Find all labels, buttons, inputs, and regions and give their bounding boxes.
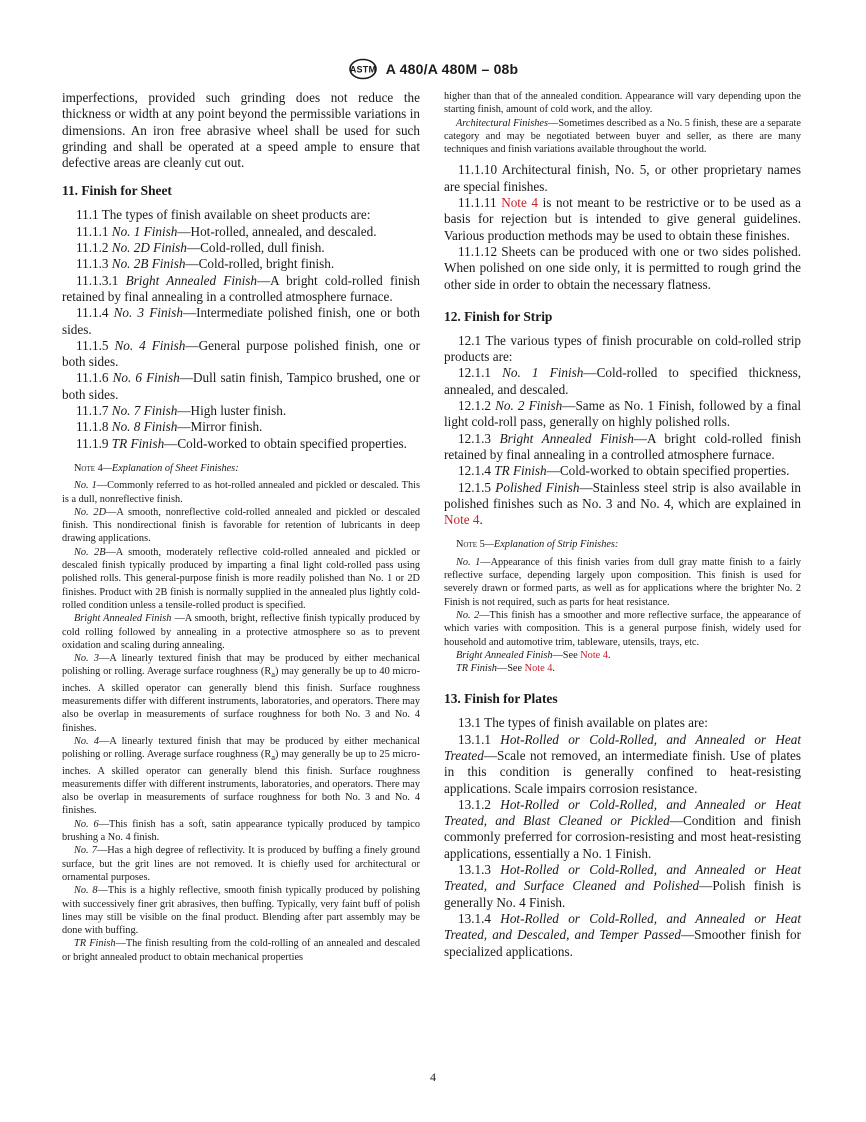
note-5-no2: No. 2—This finish has a smoother and more reflective surface, the appearance of which varies with composition. This is a general purpose finish, widely used for household and automotive trim, tableware, utensils, trays, etc. [444, 609, 801, 648]
standard-designation: A 480/A 480M – 08b [385, 61, 519, 77]
note-5-bright-annealed: Bright Annealed Finish—See Note 4. [456, 649, 611, 661]
note-4-no6: No. 6—This finish has a soft, satin appearance typically produced by tampico brushing a No. 4 finish. [62, 818, 420, 844]
note-4-no7: No. 7—Has a high degree of reflectivity. It is produced by buffing a finely ground surface, but the grit lines are not removed. It is chiefly used for architectural or ornamental purposes. [62, 845, 420, 883]
paragraph-12-1-4: 12.1.4 TR Finish—Cold-worked to obtain specified properties. [458, 463, 790, 479]
page-number: 4 [430, 1070, 436, 1084]
paragraph-12-1-2: 12.1.2 No. 2 Finish—Same as No. 1 Finish, followed by a final light cold-roll pass, generally on highly polished rolls. [444, 398, 801, 430]
left-column [62, 90, 420, 964]
paragraph-11-1-11: 11.1.11 Note 4 is not meant to be restrictive or to be used as a basis for rejection but is intended to give general guidelines. Various production methods may be used to obtain these finishes. [444, 195, 802, 243]
note-4-no2b: No. 2B—A smooth, moderately reflective cold-rolled annealed and pickled or descaled finish typically produced by imparting a final light cold-rolled pass using polished rolls. This general-purpose finish is more readily polished than No. 1 or 2D finishes. Product with 2B finish is normally supplied in the annealed plus lightly cold-rolled condition unless a tensile-rolled product is specified. [62, 546, 420, 611]
paragraph-13-1-2: 13.1.2 Hot-Rolled or Cold-Rolled, and Annealed or Heat Treated, and Blast Cleaned or Pickled—Condition and finish commonly preferred for corrosion-resisting and most heat-resisting applications, essentially a No. 1 Finish. [444, 796, 801, 861]
paragraph-11-1-2: 11.1.2 No. 2D Finish—Cold-rolled, dull finish. [76, 240, 325, 256]
note-4-no3: No. 3—A linearly textured finish that may be produced by either mechanical polishing or rolling. Average surface roughness $(R_a)$ may generally be up to 40 micro-inches. A skilled operator can generally blend this finish. Surface roughness measurements differ with different instruments, laboratories, and operators. There may also be overlap in measurements of surface roughness for both No. 3 and No. 4 finishes. [62, 653, 421, 734]
section-heading-12: 12. Finish for Strip [444, 308, 553, 324]
paragraph-12-1-5: 12.1.5 Polished Finish—Stainless steel strip is also available in polished finishes such as No. 3 and No. 4, which are explained in Note 4. [444, 479, 802, 528]
note-5-no1: No. 1—Appearance of this finish varies from dull gray matte finish to a fairly reflective surface, depending largely upon composition. This finish is used for severely drawn or formed parts, as well as for applications where the brighter No. 2 Finish is not required, such as parts for heat resistance. [444, 556, 801, 608]
note-5-tr: TR Finish—See Note 4. [456, 663, 555, 675]
note-4-continued: higher than that of the annealed condition. Appearance will vary depending upon the starting finish, amount of cold work, and the alloy. [444, 91, 801, 116]
paragraph-11-1-9: 11.1.9 TR Finish—Cold-worked to obtain specified properties. [76, 435, 407, 451]
paragraph-11-1-7: 11.1.7 No. 7 Finish—High luster finish. [76, 403, 287, 419]
paragraph-11-1-10: 11.1.10 Architectural finish, No. 5, or other proprietary names are special finishes. [444, 162, 801, 194]
note-4-no4: No. 4—A linearly textured finish that may be produced by either mechanical polishing or rolling. Average surface roughness $(R_a)$ may generally be up to 25 micro-inches. A skilled operator can generally blend this finish. Surface roughness measurements differ with different instruments, laboratories, and operators. There may also be overlap in measurements of surface roughness for both No. 3 and No. 4 finishes. [62, 735, 421, 817]
section-heading-11: 11. Finish for Sheet [62, 183, 172, 199]
note-4-no2d: No. 2D—A smooth, nonreflective cold-rolled annealed and pickled or descaled finish. This nondirectional finish is favorable for retention of lubricants in deep drawing applications. [62, 506, 421, 545]
paragraph: imperfections, provided such grinding does not reduce the thickness or width at any point beyond the permissible variations in dimensions. An iron free abrasive wheel shall be used for such grinding and shall be operated at a speed ample to ensure that defective areas are cleanly cut out. [62, 90, 420, 171]
paragraph-11-1-5: 11.1.5 No. 4 Finish—General purpose polished finish, one or both sides. [62, 337, 421, 370]
paragraph-11-1-12: 11.1.12 Sheets can be produced with one or two sides polished. When polished on one side only, it is permitted to rough grind the other side in order to obtain the necessary flatness. [444, 243, 801, 292]
section-heading-13: 13. Finish for Plates [444, 691, 558, 707]
paragraph-11-1-6: 11.1.6 No. 6 Finish—Dull satin finish, Tampico brushed, one or both sides. [62, 370, 421, 402]
paragraph-13-1-3: 13.1.3 Hot-Rolled or Cold-Rolled, and Annealed or Heat Treated, and Surface Cleaned and Polished—Polish finish is generally No. 4 Finish. [444, 862, 801, 910]
note-4-tr: TR Finish—The finish resulting from the cold-rolling of an annealed and descaled or bright annealed product to obtain mechanical properties [62, 938, 420, 963]
note-4-link[interactable]: Note 4 [580, 649, 608, 661]
page-header [0, 58, 866, 80]
note-4-no1: No. 1—Commonly referred to as hot-rolled annealed and pickled or descaled. This is a dull, nonreflective finish. [62, 480, 420, 505]
note-5-title: Note 5—Explanation of Strip Finishes: [456, 539, 619, 551]
note-4-link[interactable]: Note 4 [501, 195, 538, 211]
note-4-no8: No. 8—This is a highly reflective, smooth finish typically produced by polishing with successively finer grit abrasives, then buffing. Typically, very faint buff of polish lines may still be visible on the final product. Blending after part assembly may be done with buffing. [62, 885, 420, 937]
paragraph-11-1-8: 11.1.8 No. 8 Finish—Mirror finish. [76, 419, 263, 435]
note-4-architectural: Architectural Finishes—Sometimes described as a No. 5 finish, these are a separate category and may be negotiated between buyer and seller, as there are many techniques and finish variations available throughout the world. [444, 117, 801, 156]
svg-text:ASTM: ASTM [349, 64, 376, 75]
astm-logo-icon [348, 58, 378, 80]
note-4-link[interactable]: Note 4 [524, 663, 553, 675]
paragraph-11-1-4: 11.1.4 No. 3 Finish—Intermediate polished finish, one or both sides. [62, 305, 421, 337]
paragraph-11-1-3-1: 11.1.3.1 Bright Annealed Finish—A bright cold-rolled finish retained by final annealing in a controlled atmosphere furnace. [62, 272, 420, 304]
paragraph-12-1-3: 12.1.3 Bright Annealed Finish—A bright cold-rolled finish retained by final annealing in a controlled atmosphere furnace. [444, 430, 802, 462]
paragraph-11-1-3: 11.1.3 No. 2B Finish—Cold-rolled, bright finish. [76, 256, 335, 272]
paragraph-12-1: 12.1 The various types of finish procurable on cold-rolled strip products are: [444, 332, 801, 365]
paragraph-11-1: 11.1 The types of finish available on sheet products are: [76, 207, 371, 223]
paragraph-13-1-1: 13.1.1 Hot-Rolled or Cold-Rolled, and Annealed or Heat Treated—Scale not removed, an intermediate finish. Use of plates in this condition is generally confined to heat-resisting applications. Scale impairs corrosion resistance. [444, 731, 801, 796]
note-4-link[interactable]: Note 4 [444, 512, 480, 528]
note-4-bright-annealed: Bright Annealed Finish —A smooth, bright, reflective finish typically produced by cold rolling followed by annealing in a protective atmosphere so as to prevent oxidation and scaling during annealing. [62, 613, 420, 651]
paragraph-13-1: 13.1 The types of finish available on plates are: [458, 715, 708, 731]
paragraph-13-1-4: 13.1.4 Hot-Rolled or Cold-Rolled, and Annealed or Heat Treated, and Descaled, and Temper Passed—Smoother finish for specialized applications. [444, 910, 802, 959]
right-column [444, 90, 801, 960]
paragraph-11-1-1: 11.1.1 No. 1 Finish—Hot-rolled, annealed, and descaled. [76, 223, 377, 239]
note-4-title: Note 4—Explanation of Sheet Finishes: [74, 462, 239, 474]
paragraph-12-1-1: 12.1.1 No. 1 Finish—Cold-rolled to specified thickness, annealed, and descaled. [444, 365, 802, 397]
